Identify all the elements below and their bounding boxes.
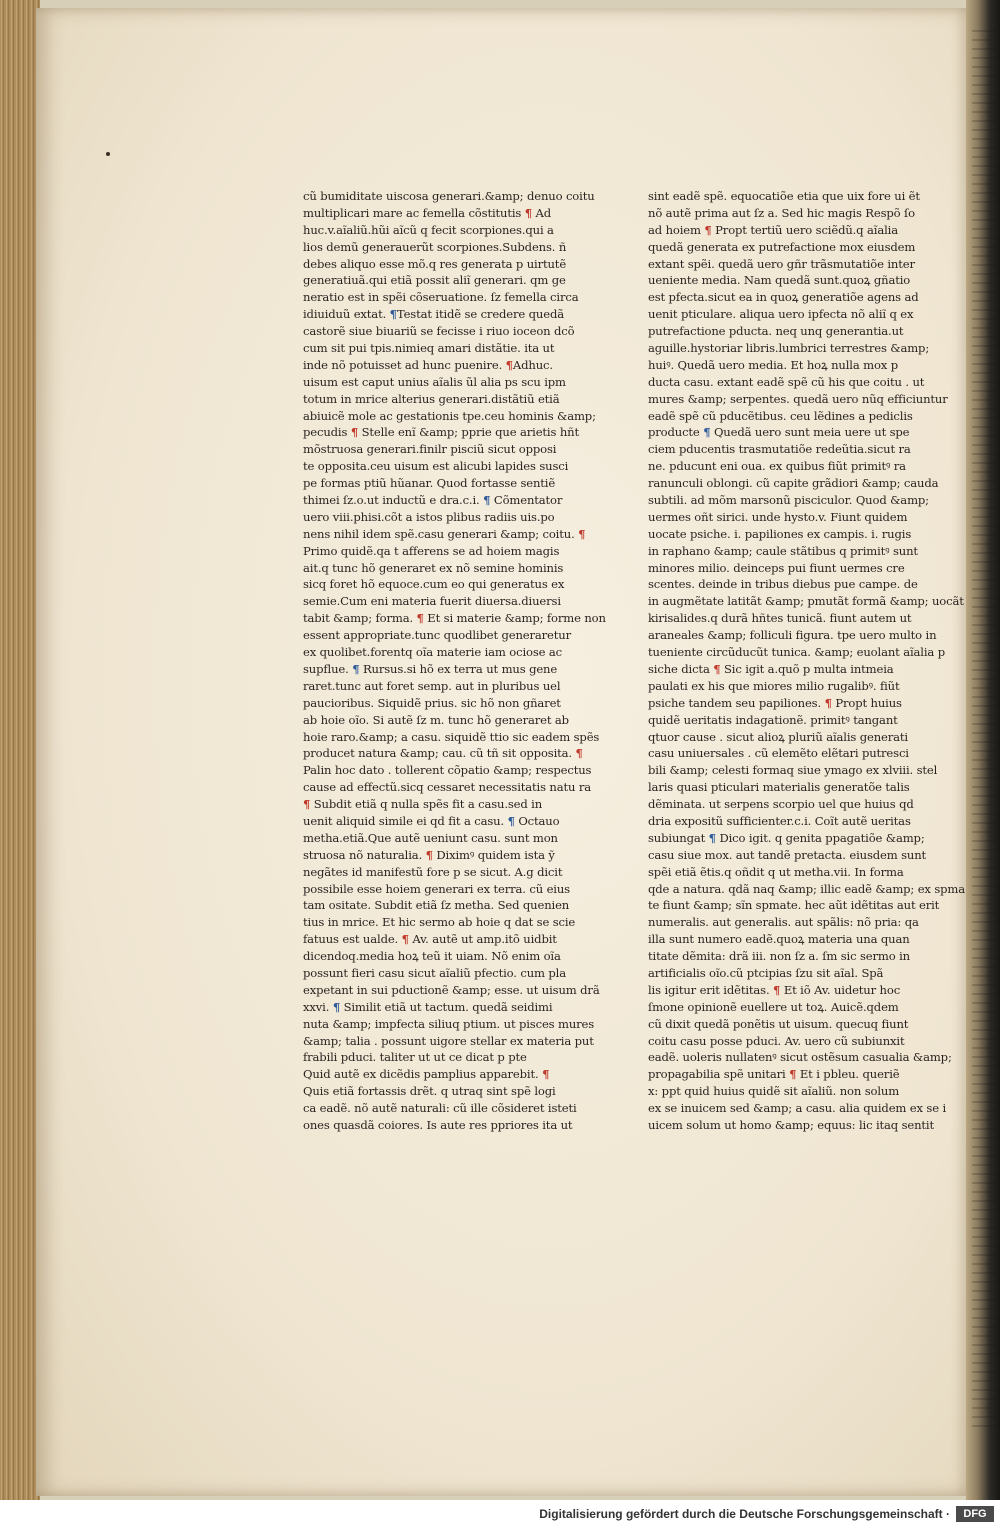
text-line: x: ppt quid huius quidẽ sit aĩaliũ. non solum: [648, 1084, 900, 1099]
text-line: aguille.hystoriar libris.lumbrici terrestres &amp;: [648, 341, 930, 356]
rubric-pilcrow: ¶: [542, 1067, 550, 1082]
text-line: possibile esse hoiem generari ex terra. cũ eius: [303, 881, 570, 896]
text-line: dẽminata. ut serpens scorpio uel que huius qd: [648, 797, 914, 812]
text-line: numeralis. aut generalis. aut spãlis: nõ pria: qa: [648, 915, 919, 930]
text-line: cũ bumiditate uiscosa generari.&amp; denuo coitu: [303, 189, 595, 203]
text-line: mõstruosa generari.finilr pisciũ sicut opposi: [303, 442, 557, 457]
text-line: propagabilia spẽ unitari ¶ Et i pbleu. queriẽ: [648, 1067, 900, 1082]
text-line: tius in mrice. Et hic sermo ab hoie q dat se scie: [303, 915, 576, 930]
text-line: huiꝰ. Quedã uero media. Et hoꝝ nulla mox p: [648, 357, 899, 372]
text-line: scentes. deinde in tribus diebus pue campe. de: [648, 577, 918, 592]
book-binding-gutter: [966, 0, 1000, 1500]
text-line: kirisalides.q durã hñtes tunicã. fiunt autem ut: [648, 611, 912, 626]
text-line: psiche tandem seu papiliones. ¶ Propt huius: [648, 695, 902, 710]
rubric-pilcrow: ¶: [578, 526, 586, 541]
rubric-pilcrow: ¶: [789, 1067, 797, 1082]
text-line: totum in mrice alterius generari.distãtiũ etiã: [303, 391, 560, 406]
text-line: quidẽ ueritatis indagationẽ. primitꝰ tangant: [648, 712, 898, 727]
text-line: dicendoq.media hoꝝ teũ it uiam. Nõ enim oĩa: [303, 949, 561, 964]
text-line: negãtes id manifestũ fore p se sicut. A.g dicit: [303, 864, 563, 879]
text-line: minores milio. deinceps pui fiunt uermes cre: [648, 560, 905, 575]
text-line: ranunculi oblongi. cũ capite grãdiori &amp; cauda: [648, 476, 939, 491]
text-line: uermes oñt sirici. unde hysto.v. Fiunt quidem: [648, 509, 908, 524]
text-line: est pfecta.sicut ea in quoꝝ generatiõe agens ad: [648, 290, 919, 305]
rubric-pilcrow: ¶: [303, 797, 311, 812]
rubric-pilcrow: ¶: [507, 813, 515, 828]
text-line: Quid autẽ ex dicẽdis pamplius apparebit. ¶: [303, 1067, 550, 1082]
text-line: eadẽ spẽ cũ pducẽtibus. ceu lẽdines a pediclis: [648, 408, 913, 423]
text-line: huc.v.aĩaliũ.hũi aĩcũ q fecit scorpiones.qui a: [303, 222, 554, 237]
text-line: supflue. ¶ Rursus.si hõ ex terra ut mus gene: [303, 661, 558, 676]
text-line: siche dicta ¶ Sic igit a.quõ p multa intmeia: [648, 661, 894, 676]
rubric-pilcrow: ¶: [773, 982, 781, 997]
text-line: ueniente media. Nam quedã sunt.quoꝝ gñatio: [648, 273, 911, 288]
text-line: paulati ex his que miores milio rugalibꝰ. fiũt: [648, 678, 900, 693]
text-line: tabit &amp; forma. ¶ Et si materie &amp; forme non: [303, 611, 606, 626]
text-line: cũ dixit quedã ponẽtis ut uisum. quecuq fiunt: [648, 1016, 909, 1031]
facing-page-text-strip: [972, 30, 996, 1430]
text-line: producet natura &amp; cau. cũ tñ sit opposita. ¶: [303, 746, 583, 761]
text-line: subtili. ad mõm marsonũ pisciculor. Quod &amp;: [648, 493, 929, 508]
text-line: coitu casu posse pduci. Av. uero cũ subiunxit: [648, 1033, 905, 1048]
text-line: expetant in sui pductionẽ &amp; esse. ut uisum drã: [303, 982, 600, 997]
text-line: metha.etiã.Que autẽ ueniunt casu. sunt mon: [303, 830, 558, 845]
text-line: bili &amp; celesti formaq siue ymago ex xlviii. stel: [648, 763, 938, 778]
text-column-right: [648, 188, 966, 1134]
text-line: abiuicẽ mole ac gestationis tpe.ceu hominis &amp;: [303, 408, 596, 423]
text-line: nuta &amp; impfecta siliuq ptium. ut pisces mures: [303, 1016, 595, 1031]
rubric-pilcrow: ¶: [824, 695, 832, 710]
rubric-pilcrow: ¶: [425, 847, 433, 862]
text-line: possunt fieri casu sicut aĩaliũ pfectio. cum pla: [303, 965, 567, 980]
text-line: ca eadẽ. nõ autẽ naturali: cũ ille cõsideret isteti: [303, 1101, 577, 1116]
text-line: casu uniuersales . cũ elemẽto elẽtari putresci: [648, 746, 909, 761]
text-line: sint eadẽ spẽ. equocatiõe etia que uix fore ui ẽt: [648, 189, 920, 203]
text-line: idiuiduũ extat. ¶Testat itidẽ se credere quedã: [303, 307, 564, 322]
text-line: lios demũ generauerũt scorpiones.Subdens. ñ: [303, 239, 567, 254]
rubric-pilcrow: ¶: [703, 425, 711, 440]
text-line: uicem solum ut homo &amp; equus: lic itaq sentit: [648, 1117, 934, 1132]
text-line: uero viii.phisi.cõt a istos plibus radiis uis.po: [303, 509, 555, 524]
text-column-left: [303, 188, 606, 1134]
rubric-pilcrow: ¶: [483, 493, 491, 508]
rubric-pilcrow: ¶: [389, 307, 397, 322]
text-line: &amp; talia . possunt uigore stellar ex materia put: [303, 1033, 594, 1048]
text-line: quedã generata ex putrefactione mox eiusdem: [648, 239, 916, 254]
rubric-pilcrow: ¶: [704, 222, 712, 237]
text-line: putrefactione pducta. neq unq generantia.ut: [648, 324, 904, 339]
text-line: sicq foret hõ equoce.cum eo qui generatus ex: [303, 577, 565, 592]
text-line: pe formas ptiũ hũanar. Quod fortasse sentiẽ: [303, 476, 556, 491]
text-line: fatuus est ualde. ¶ Av. autẽ ut amp.itõ uidbit: [303, 932, 557, 947]
text-line: dria expositũ sufficienter.c.i. Coĩt autẽ ueritas: [648, 813, 911, 828]
rubric-pilcrow: ¶: [416, 611, 424, 626]
rubric-pilcrow: ¶: [708, 830, 716, 845]
rubric-pilcrow: ¶: [350, 425, 359, 440]
text-line: uocate psiche. i. papiliones ex campis. i. rugis: [648, 526, 912, 541]
text-line: inde nõ potuisset ad hunc puenire. ¶Adhuc.: [303, 357, 553, 372]
text-line: producte ¶ Quedã uero sunt meia uere ut spe: [648, 425, 910, 440]
text-line: uenit aliquid simile ei qd fit a casu. ¶ Octauo: [303, 813, 560, 828]
text-line: struosa nõ naturalia. ¶ Diximꝰ quidem ista ỹ: [303, 847, 555, 862]
text-line: extant spẽi. quedã uero gñr trãsmutatiõe inter: [648, 256, 915, 271]
text-line: ait.q tunc hõ generaret ex nõ semine hominis: [303, 560, 564, 575]
text-line: uisum est caput unius aĩalis ũl alia ps scu ipm: [303, 374, 566, 389]
text-line: thimei ſz.o.ut inductũ e dra.c.i. ¶ Cõmentator: [303, 493, 563, 508]
text-line: castorẽ siue biuariũ se fecisse i riuo ioceon dcõ: [303, 324, 575, 339]
text-line: ducta casu. extant eadẽ spẽ cũ his que coitu . ut: [648, 374, 925, 389]
text-line: in augmẽtate latitãt &amp; pmutãt formã &amp; uocãt: [648, 594, 964, 609]
text-line: te opposita.ceu uisum est alicubi lapides susci: [303, 459, 569, 474]
text-line: ne. pducunt eni oua. ex quibus fiũt primitꝰ ra: [648, 459, 906, 474]
text-line: frabili pduci. taliter ut ut ce dicat p pte: [303, 1050, 527, 1065]
text-line: spẽi etiã ẽtis.q oñdit q ut metha.vii. In forma: [648, 864, 904, 879]
text-line: araneales &amp; folliculi figura. tpe uero multo in: [648, 628, 937, 643]
text-line: generatiuã.qui etiã possit aliĩ generari. qm ge: [303, 273, 566, 288]
text-line: qtuor cause . sicut alioꝝ pluriũ aĩalis generati: [648, 729, 908, 744]
text-line: subiungat ¶ Dico igit. q genita ppagatiõe &amp;: [648, 830, 925, 845]
text-line: ſmone opinionẽ euellere ut toꝝ. Auicẽ.qdem: [648, 999, 899, 1014]
text-line: artificialis oĩo.cũ ptcipias ſzu sit aĩal. Spã: [648, 965, 884, 980]
text-line: cum sit pui tpis.nimieq amari distãtie. ita ut: [303, 341, 555, 356]
text-line: xxvi. ¶ Similit etiã ut tactum. quedã seidimi: [303, 999, 553, 1014]
text-line: ones quasdã coiores. Is aute res ppriores ita ut: [303, 1117, 573, 1132]
dfg-logo: DFG: [956, 1506, 994, 1522]
text-line: ¶ Subdit etiã q nulla spẽs fit a casu.sed in: [303, 797, 543, 812]
text-line: laris quasi pticulari materialis generatõe talis: [648, 780, 910, 795]
text-line: ex quolibet.forentq oĩa materie iam ociose ac: [303, 645, 563, 660]
text-line: mures &amp; serpentes. quedã uero nũq efficiuntur: [648, 391, 948, 406]
text-line: eadẽ. uoleris nullatenꝰ sicut ostẽsum casualia &amp;: [648, 1050, 952, 1065]
book-leaf-edges: [0, 0, 40, 1500]
text-line: nens nihil idem spẽ.casu generari &amp; coitu. ¶: [303, 526, 586, 541]
text-line: multiplicari mare ac femella cõstitutis ¶ Ad: [303, 205, 552, 220]
rubric-pilcrow: ¶: [575, 746, 583, 761]
text-line: titate dẽmita: drã iii. non ſz a. ſm sic sermo in: [648, 949, 910, 964]
text-line: debes aliquo esse mõ.q res generata p uirtutẽ: [303, 256, 567, 271]
rubric-pilcrow: ¶: [713, 661, 721, 676]
text-line: illa sunt numero eadẽ.quoꝝ materia una quan: [648, 932, 910, 947]
text-line: raret.tunc aut foret semp. aut in pluribus uel: [303, 678, 561, 693]
rubric-pilcrow: ¶: [505, 357, 513, 372]
text-line: pecudis ¶ Stelle enĩ &amp; pprie que arietis hñt: [303, 425, 579, 440]
rubric-pilcrow: ¶: [352, 661, 360, 676]
text-line: tueniente circũducũt tunica. &amp; euolant aĩalia p: [648, 645, 945, 660]
text-line: Palin hoc dato . tollerent cõpatio &amp; respectus: [303, 763, 592, 778]
text-line: te fiunt &amp; sĩn spmate. hec aũt idẽtitas aut erit: [648, 898, 940, 913]
footer-bar: [0, 1500, 1000, 1529]
text-line: neratio est in spẽi cõseruatione. ſz femella circa: [303, 290, 579, 305]
text-line: ab hoie oĩo. Si autẽ ſz m. tunc hõ generaret ab: [303, 712, 569, 727]
text-line: essent appropriate.tunc quodlibet generaretur: [303, 628, 571, 643]
text-line: cause ad effectũ.sicq cessaret necessitatis natu ra: [303, 780, 592, 795]
text-line: ex se inuicem sed &amp; a casu. alia quidem ex se i: [648, 1101, 947, 1116]
text-line: casu siue mox. aut tandẽ pretacta. eiusdem sunt: [648, 847, 927, 862]
rubric-pilcrow: ¶: [401, 932, 409, 947]
text-line: hoie raro.&amp; a casu. siquidẽ ttio sic eadem spẽs: [303, 729, 600, 744]
text-line: uenit pticulare. aliqua uero ipfecta nõ aliĩ q ex: [648, 307, 914, 322]
text-line: Primo quidẽ.qa t afferens se ad hoiem magis: [303, 543, 560, 558]
text-line: lis igitur erit idẽtitas. ¶ Et iõ Av. uidetur hoc: [648, 982, 901, 997]
rubric-pilcrow: ¶: [332, 999, 341, 1014]
text-line: in raphano &amp; caule stãtibus q primitꝰ sunt: [648, 543, 918, 558]
ink-dot: [106, 152, 110, 156]
footer-credit: Digitalisierung gefördert durch die Deutsche Forschungsgemeinschaft ·: [539, 1507, 950, 1521]
text-line: nõ autẽ prima aut ſz a. Sed hic magis Respõ ſo: [648, 205, 916, 220]
text-line: ad hoiem ¶ Propt tertiũ uero sciẽdũ.q aĩalia: [648, 222, 898, 237]
rubric-pilcrow: ¶: [524, 205, 532, 220]
text-line: semie.Cum eni materia fuerit diuersa.diuersi: [303, 594, 561, 609]
text-line: paucioribus. Siquidẽ prius. sic hõ non gñaret: [303, 695, 561, 710]
text-line: tam ositate. Subdit etiã ſz metha. Sed quenien: [303, 898, 570, 913]
text-line: Quis etiã fortassis drẽt. q utraq sint spẽ logi: [303, 1084, 556, 1099]
text-line: ciem pducentis trasmutatiõe redeũtia.sicut ra: [648, 442, 911, 457]
text-line: qde a natura. qdã naq &amp; illic eadẽ &amp; ex spma: [648, 881, 966, 896]
